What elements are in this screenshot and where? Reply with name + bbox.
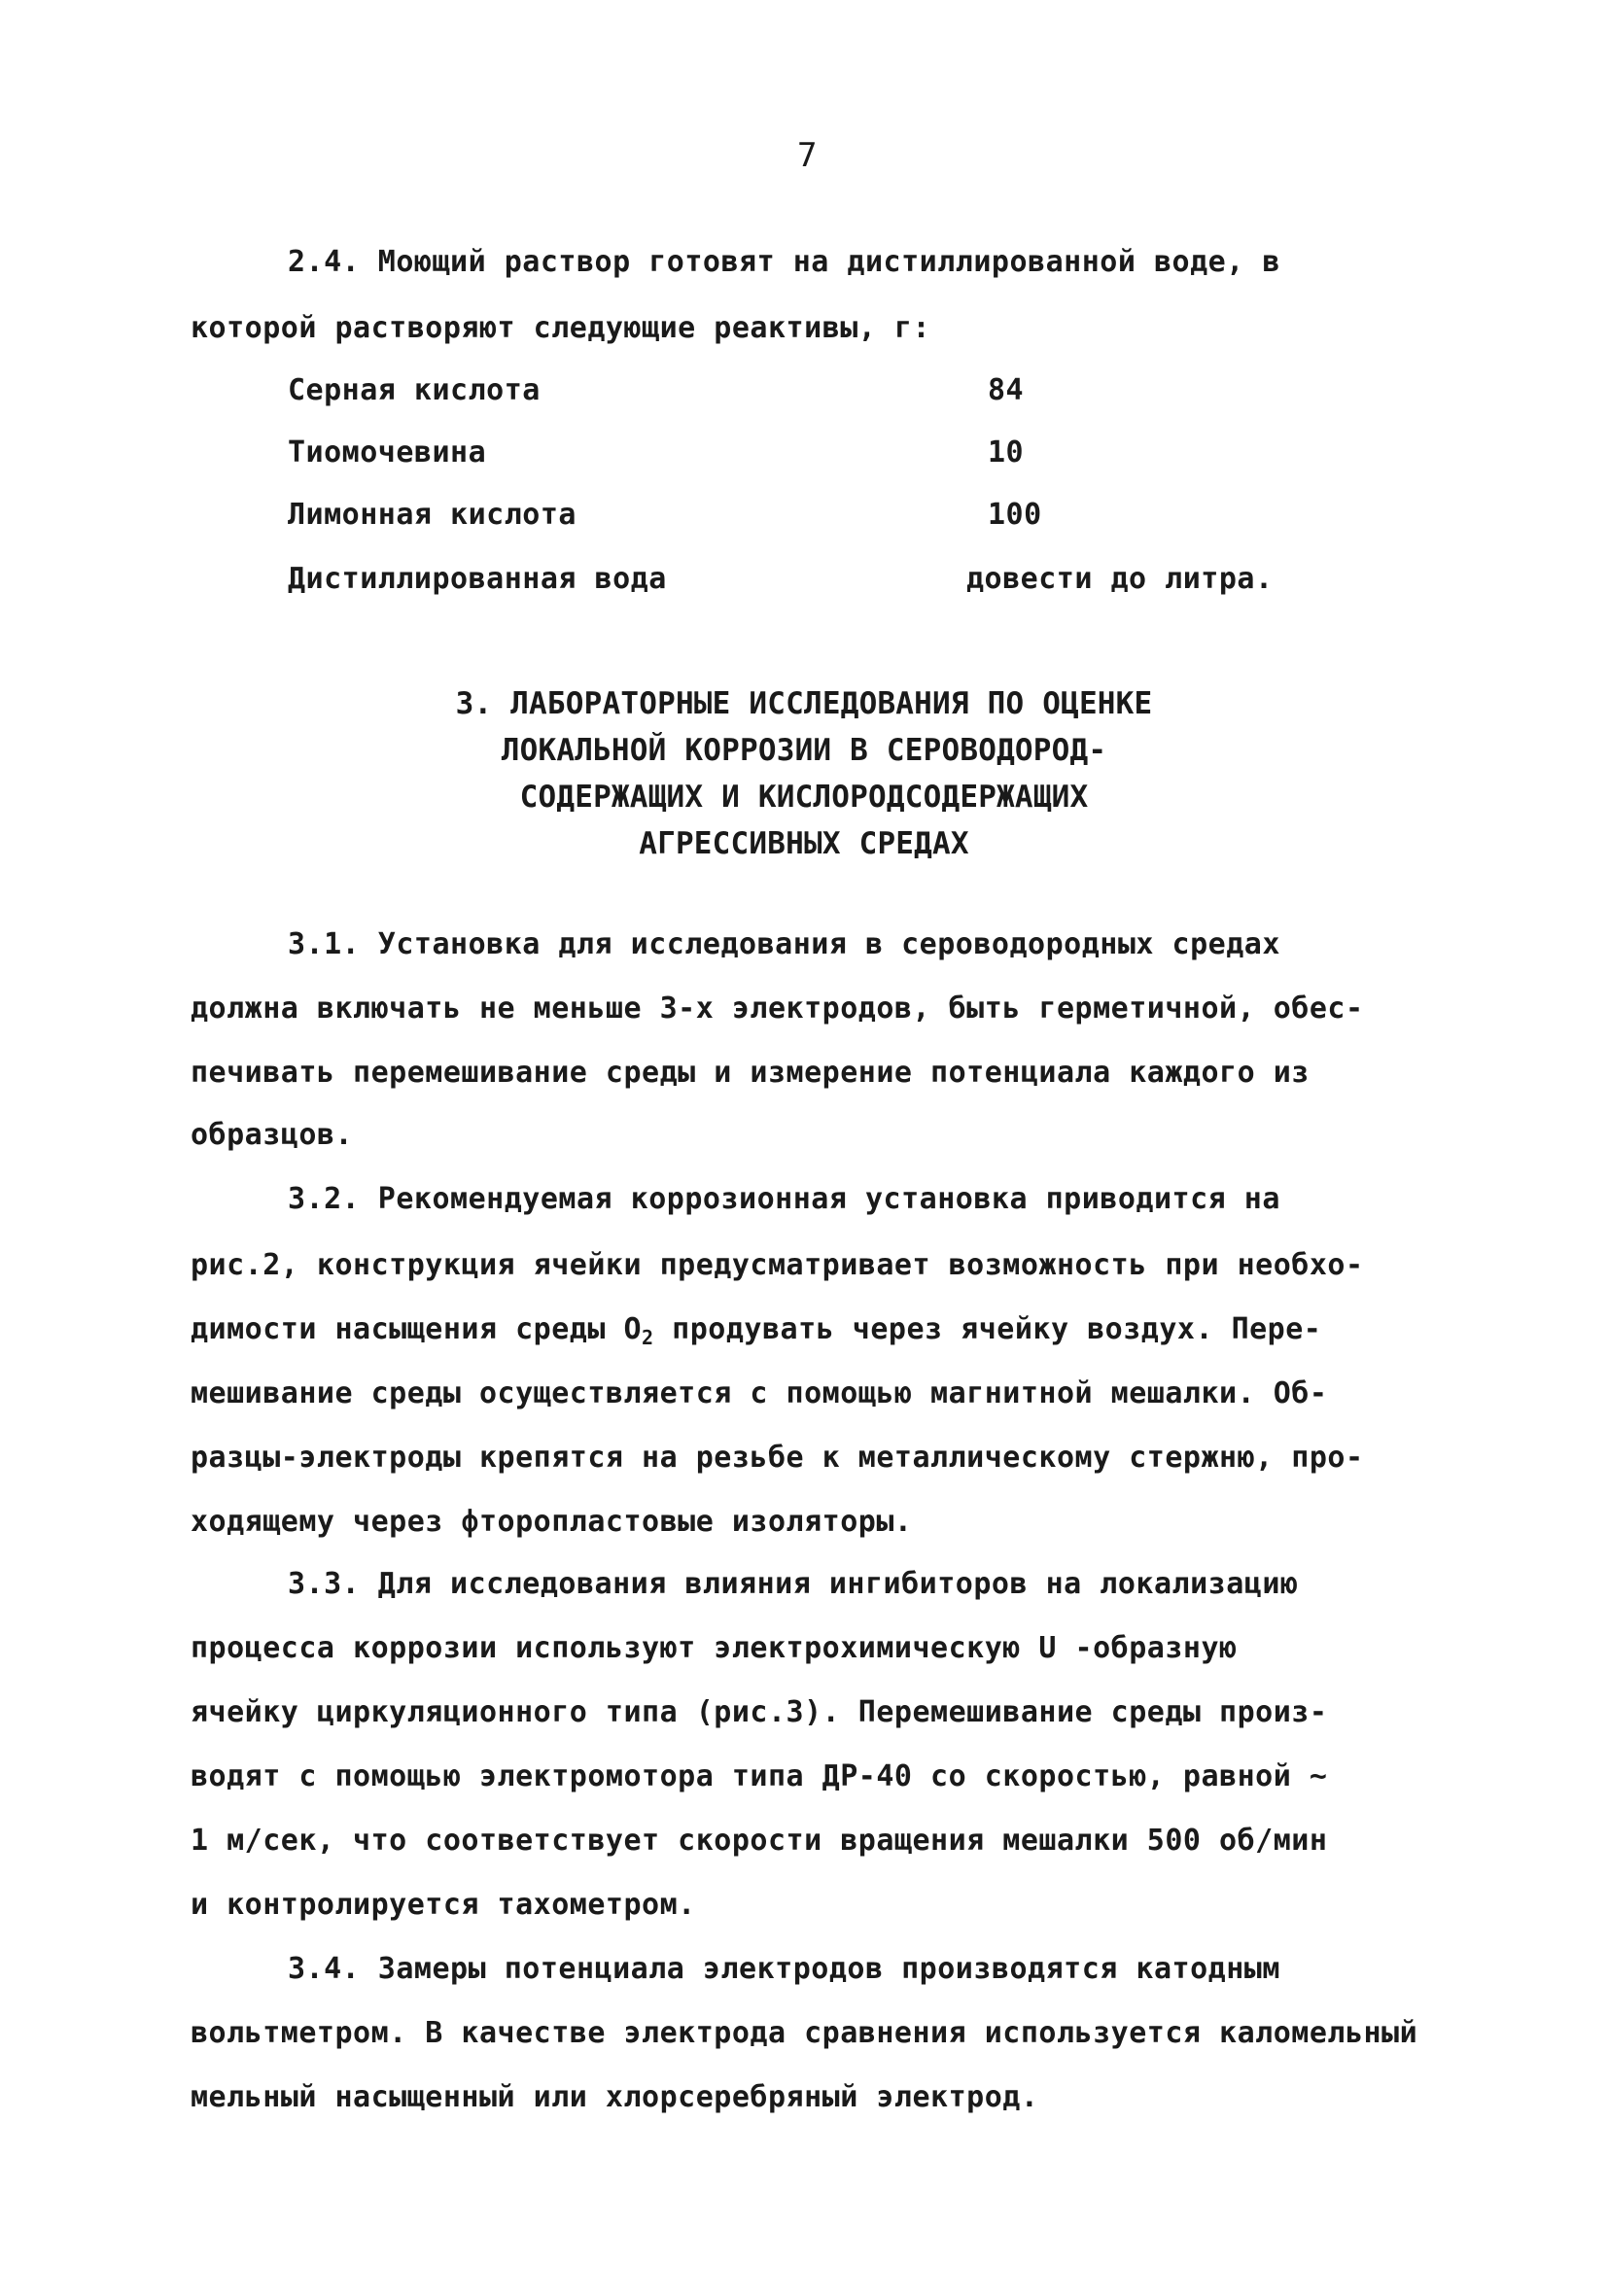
reagent-amount: 84	[988, 373, 1025, 407]
reagent-name: Серная кислота	[288, 373, 541, 407]
paragraph-3-3-line: 1 м/сек, что соответствует скорости вращения мешалки 500 об/мин	[191, 1824, 1328, 1858]
paragraph-3-4-line: вольтметром. В качестве электрода сравнения используется каломельный	[191, 2016, 1418, 2050]
reagent-amount: довести до литра.	[966, 562, 1274, 596]
oxygen-subscript: 2	[642, 1326, 654, 1349]
section-heading-line: 3. ЛАБОРАТОРНЫЕ ИССЛЕДОВАНИЯ ПО ОЦЕНКЕ	[455, 686, 1153, 721]
paragraph-3-3-line: ячейку циркуляционного типа (рис.3). Перемешивание среды произ-	[191, 1695, 1328, 1729]
paragraph-3-2-line: разцы-электроды крепятся на резьбе к металлическому стержню, про-	[191, 1441, 1364, 1475]
paragraph-3-3-line: водят с помощью электромотора типа ДР-40 со скоростью, равной ~	[191, 1759, 1328, 1793]
paragraph-3-2-line: мешивание среды осуществляется с помощью магнитной мешалки. Об-	[191, 1376, 1328, 1410]
paragraph-3-1-line: печивать перемешивание среды и измерение потенциала каждого из	[191, 1056, 1310, 1090]
paragraph-3-3-line: и контролируется тахометром.	[191, 1888, 696, 1922]
paragraph-3-2-line: 3.2. Рекомендуемая коррозионная установка приводится на	[288, 1182, 1280, 1216]
reagent-amount: 10	[988, 435, 1025, 470]
reagent-name: Лимонная кислота	[288, 498, 577, 532]
paragraph-3-1-line: должна включать не меньше 3-х электродов, быть герметичной, обес-	[191, 991, 1364, 1026]
reagent-amount: 100	[988, 498, 1042, 532]
paragraph-3-2-line: ходящему через фторопластовые изоляторы.	[191, 1505, 913, 1539]
paragraph-3-3-line: процесса коррозии используют электрохимическую U -образную	[191, 1631, 1238, 1665]
paragraph-3-2-line: рис.2, конструкция ячейки предусматривает возможность при необхо-	[191, 1248, 1364, 1282]
paragraph-2-4-line-1: 2.4. Моющий раствор готовят на дистиллированной воде, в	[288, 245, 1280, 279]
paragraph-3-2-line-with-formula	[191, 1310, 1321, 1357]
section-heading-line: ЛОКАЛЬНОЙ КОРРОЗИИ В СЕРОВОДОРОД-	[501, 733, 1107, 768]
section-heading-line: АГРЕССИВНЫХ СРЕДАХ	[639, 826, 969, 861]
section-heading-line: СОДЕРЖАЩИХ И КИСЛОРОДСОДЕРЖАЩИХ	[519, 780, 1089, 815]
paragraph-3-1-line: образцов.	[191, 1118, 354, 1152]
reagent-name: Тиомочевина	[288, 435, 487, 470]
paragraph-3-4-line: мельный насыщенный или хлорсеребряный электрод.	[191, 2080, 1039, 2114]
paragraph-3-4-line: 3.4. Замеры потенциала электродов производятся катодным	[288, 1952, 1280, 1986]
reagent-name: Дистиллированная вода	[288, 562, 667, 596]
paragraph-2-4-line-2: которой растворяют следующие реактивы, г:	[191, 311, 931, 345]
paragraph-3-2-text: димости насыщения среды O	[191, 1312, 643, 1346]
paragraph-3-1-line: 3.1. Установка для исследования в сероводородных средах	[288, 927, 1280, 961]
paragraph-3-2-text: продувать через ячейку воздух. Пере-	[653, 1312, 1322, 1346]
paragraph-3-3-line: 3.3. Для исследования влияния ингибиторов на локализацию	[288, 1567, 1299, 1601]
page-number: 7	[797, 136, 818, 175]
